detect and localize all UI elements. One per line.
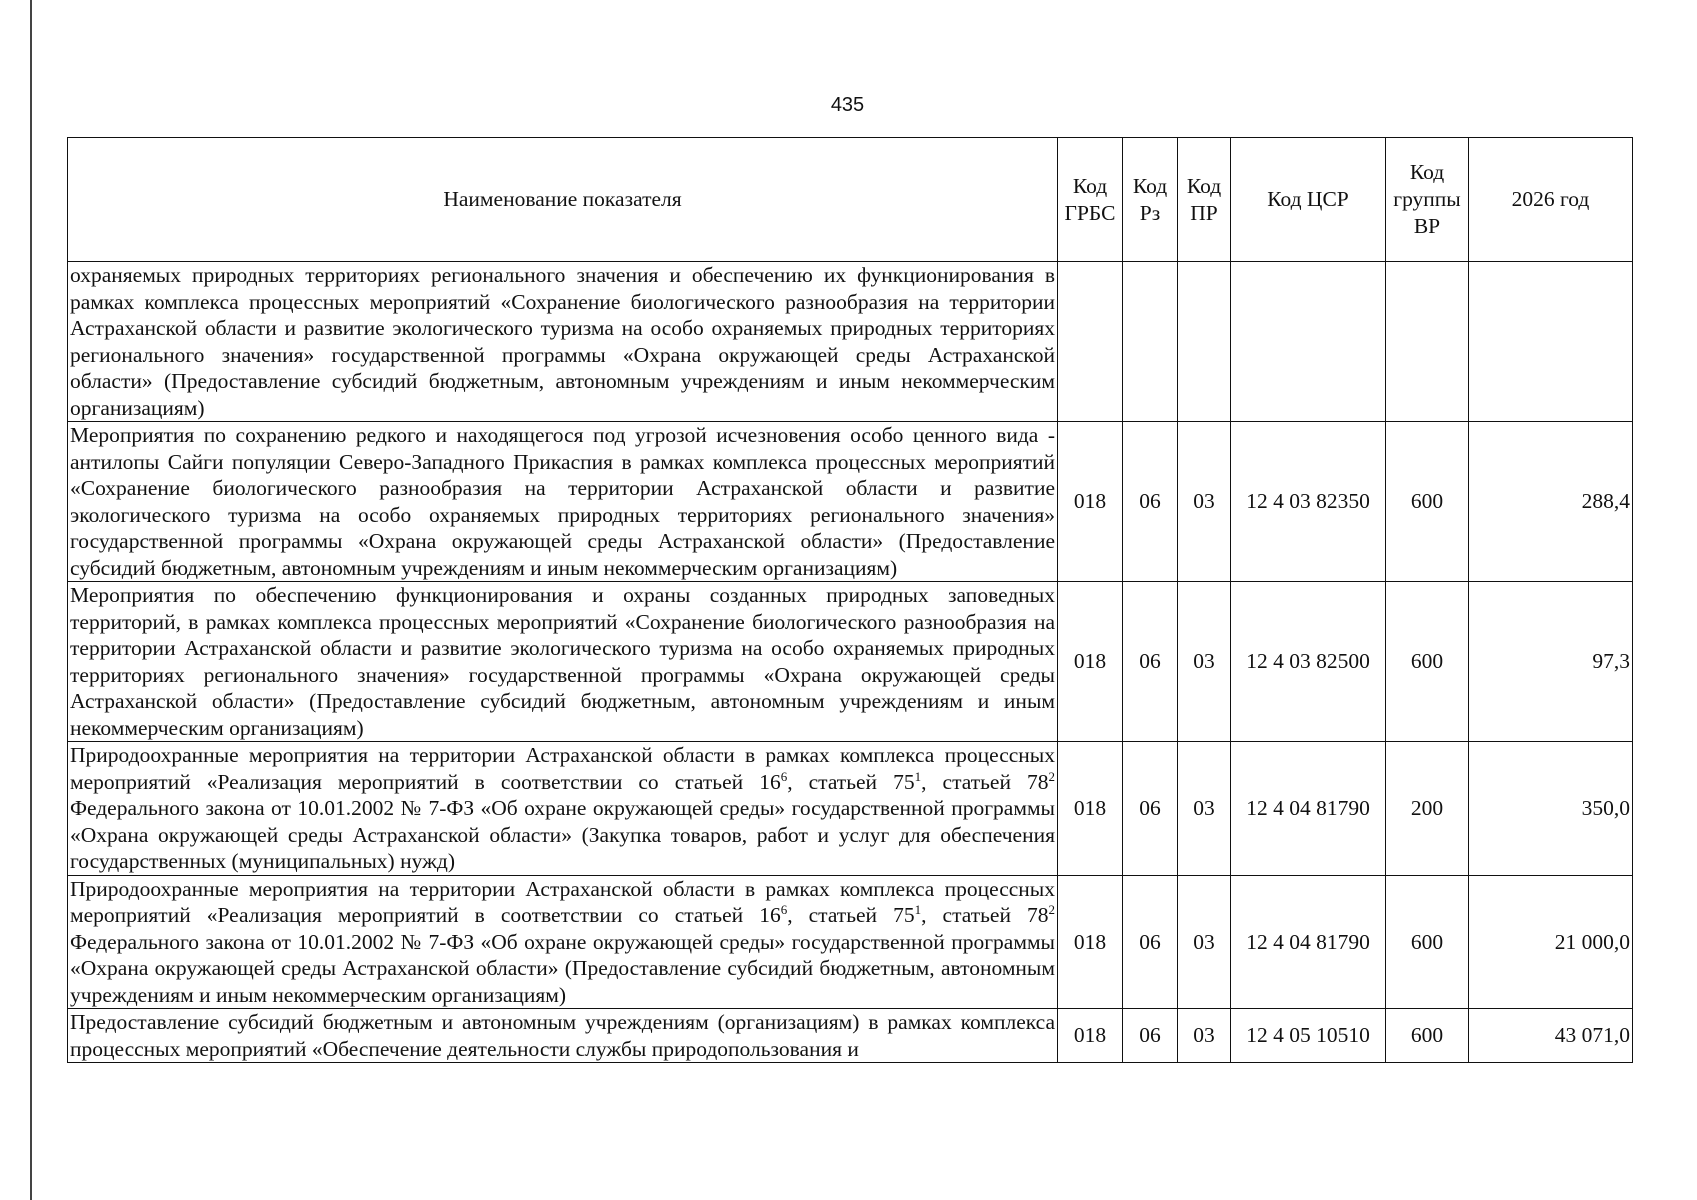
row-csr: 12 4 03 82350 [1231,422,1386,582]
row-name: Мероприятия по обеспечению функционирования и охраны созданных природных заповедных территорий, в рамках комплекса процессных мероприятий «Сохранение биологического разнообразия на территории Астраханской области и развитие экологического туризма на особо охраняемых природных территориях регионального значения» государственной программы «Охрана окружающей среды Астраханской области» (Предоставление субсидий бюджетным, автономным учреждениям и иным некоммерческим организациям) [68,582,1058,742]
table-row [68,582,1633,742]
row-pr [1178,262,1231,422]
table-row [68,1009,1633,1063]
row-rz: 06 [1123,875,1178,1009]
row-name: охраняемых природных территориях регионального значения и обеспечению их функционирования в рамках комплекса процессных мероприятий «Сохранение биологического разнообразия на территории Астраханской области и развитие экологического туризма на особо охраняемых природных территориях регионального значения» государственной программы «Охрана окружающей среды Астраханской области» (Предоставление субсидий бюджетным, автономным учреждениям и иным некоммерческим организациям) [68,262,1058,422]
row-pr: 03 [1178,875,1231,1009]
header-csr: Код ЦСР [1231,138,1386,262]
left-margin-line [30,0,32,1200]
row-pr: 03 [1178,582,1231,742]
row-vr: 600 [1386,582,1469,742]
header-rz: Код Рз [1123,138,1178,262]
row-rz: 06 [1123,422,1178,582]
header-name: Наименование показателя [68,138,1058,262]
row-grbs: 018 [1058,422,1123,582]
row-amount [1469,262,1633,422]
row-amount: 43 071,0 [1469,1009,1633,1063]
table-row [68,742,1633,876]
row-name: Природоохранные мероприятия на территории Астраханской области в рамках комплекса процессных мероприятий «Реализация мероприятий в соответствии со статьей $16^6$, статьей $75^1$, статьей $78^2$ Федерального закона от 10.01.2002 № 7-ФЗ «Об охране окружающей среды» государственной программы «Охрана окружающей среды Астраханской области» (Закупка товаров, работ и услуг для обеспечения государственных (муниципальных) нужд) [68,742,1058,876]
row-rz [1123,262,1178,422]
row-pr: 03 [1178,422,1231,582]
row-grbs: 018 [1058,875,1123,1009]
row-vr: 600 [1386,875,1469,1009]
header-grbs: Код ГРБС [1058,138,1123,262]
row-grbs: 018 [1058,1009,1123,1063]
row-vr: 200 [1386,742,1469,876]
row-grbs [1058,262,1123,422]
row-name: Природоохранные мероприятия на территории Астраханской области в рамках комплекса процессных мероприятий «Реализация мероприятий в соответствии со статьей $16^6$, статьей $75^1$, статьей $78^2$ Федерального закона от 10.01.2002 № 7-ФЗ «Об охране окружающей среды» государственной программы «Охрана окружающей среды Астраханской области» (Предоставление субсидий бюджетным, автономным учреждениям и иным некоммерческим организациям) [68,875,1058,1009]
row-amount: 21 000,0 [1469,875,1633,1009]
row-grbs: 018 [1058,742,1123,876]
row-amount: 288,4 [1469,422,1633,582]
row-grbs: 018 [1058,582,1123,742]
table-row [68,422,1633,582]
row-rz: 06 [1123,582,1178,742]
row-name: Мероприятия по сохранению редкого и находящегося под угрозой исчезновения особо ценного вида - антилопы Сайги популяции Северо-Западного Прикаспия в рамках комплекса процессных мероприятий «Сохранение биологического разнообразия на территории Астраханской области и развитие экологического туризма на особо охраняемых природных территориях регионального значения» государственной программы «Охрана окружающей среды Астраханской области» (Предоставление субсидий бюджетным, автономным учреждениям и иным некоммерческим организациям) [68,422,1058,582]
header-pr: Код ПР [1178,138,1231,262]
row-csr: 12 4 04 81790 [1231,742,1386,876]
row-vr [1386,262,1469,422]
table-row [68,262,1633,422]
table-row [68,875,1633,1009]
header-year: 2026 год [1469,138,1633,262]
row-csr: 12 4 05 10510 [1231,1009,1386,1063]
row-csr [1231,262,1386,422]
row-amount: 350,0 [1469,742,1633,876]
row-csr: 12 4 03 82500 [1231,582,1386,742]
row-pr: 03 [1178,742,1231,876]
page-number: 435 [830,94,865,116]
row-rz: 06 [1123,742,1178,876]
row-amount: 97,3 [1469,582,1633,742]
row-csr: 12 4 04 81790 [1231,875,1386,1009]
row-name: Предоставление субсидий бюджетным и автономным учреждениям (организациям) в рамках комплекса процессных мероприятий «Обеспечение деятельности службы природопользования и [68,1009,1058,1063]
row-vr: 600 [1386,422,1469,582]
budget-table [67,137,1633,1063]
row-vr: 600 [1386,1009,1469,1063]
header-vr: Код группы ВР [1386,138,1469,262]
row-rz: 06 [1123,1009,1178,1063]
table-header-row [68,138,1633,262]
row-pr: 03 [1178,1009,1231,1063]
